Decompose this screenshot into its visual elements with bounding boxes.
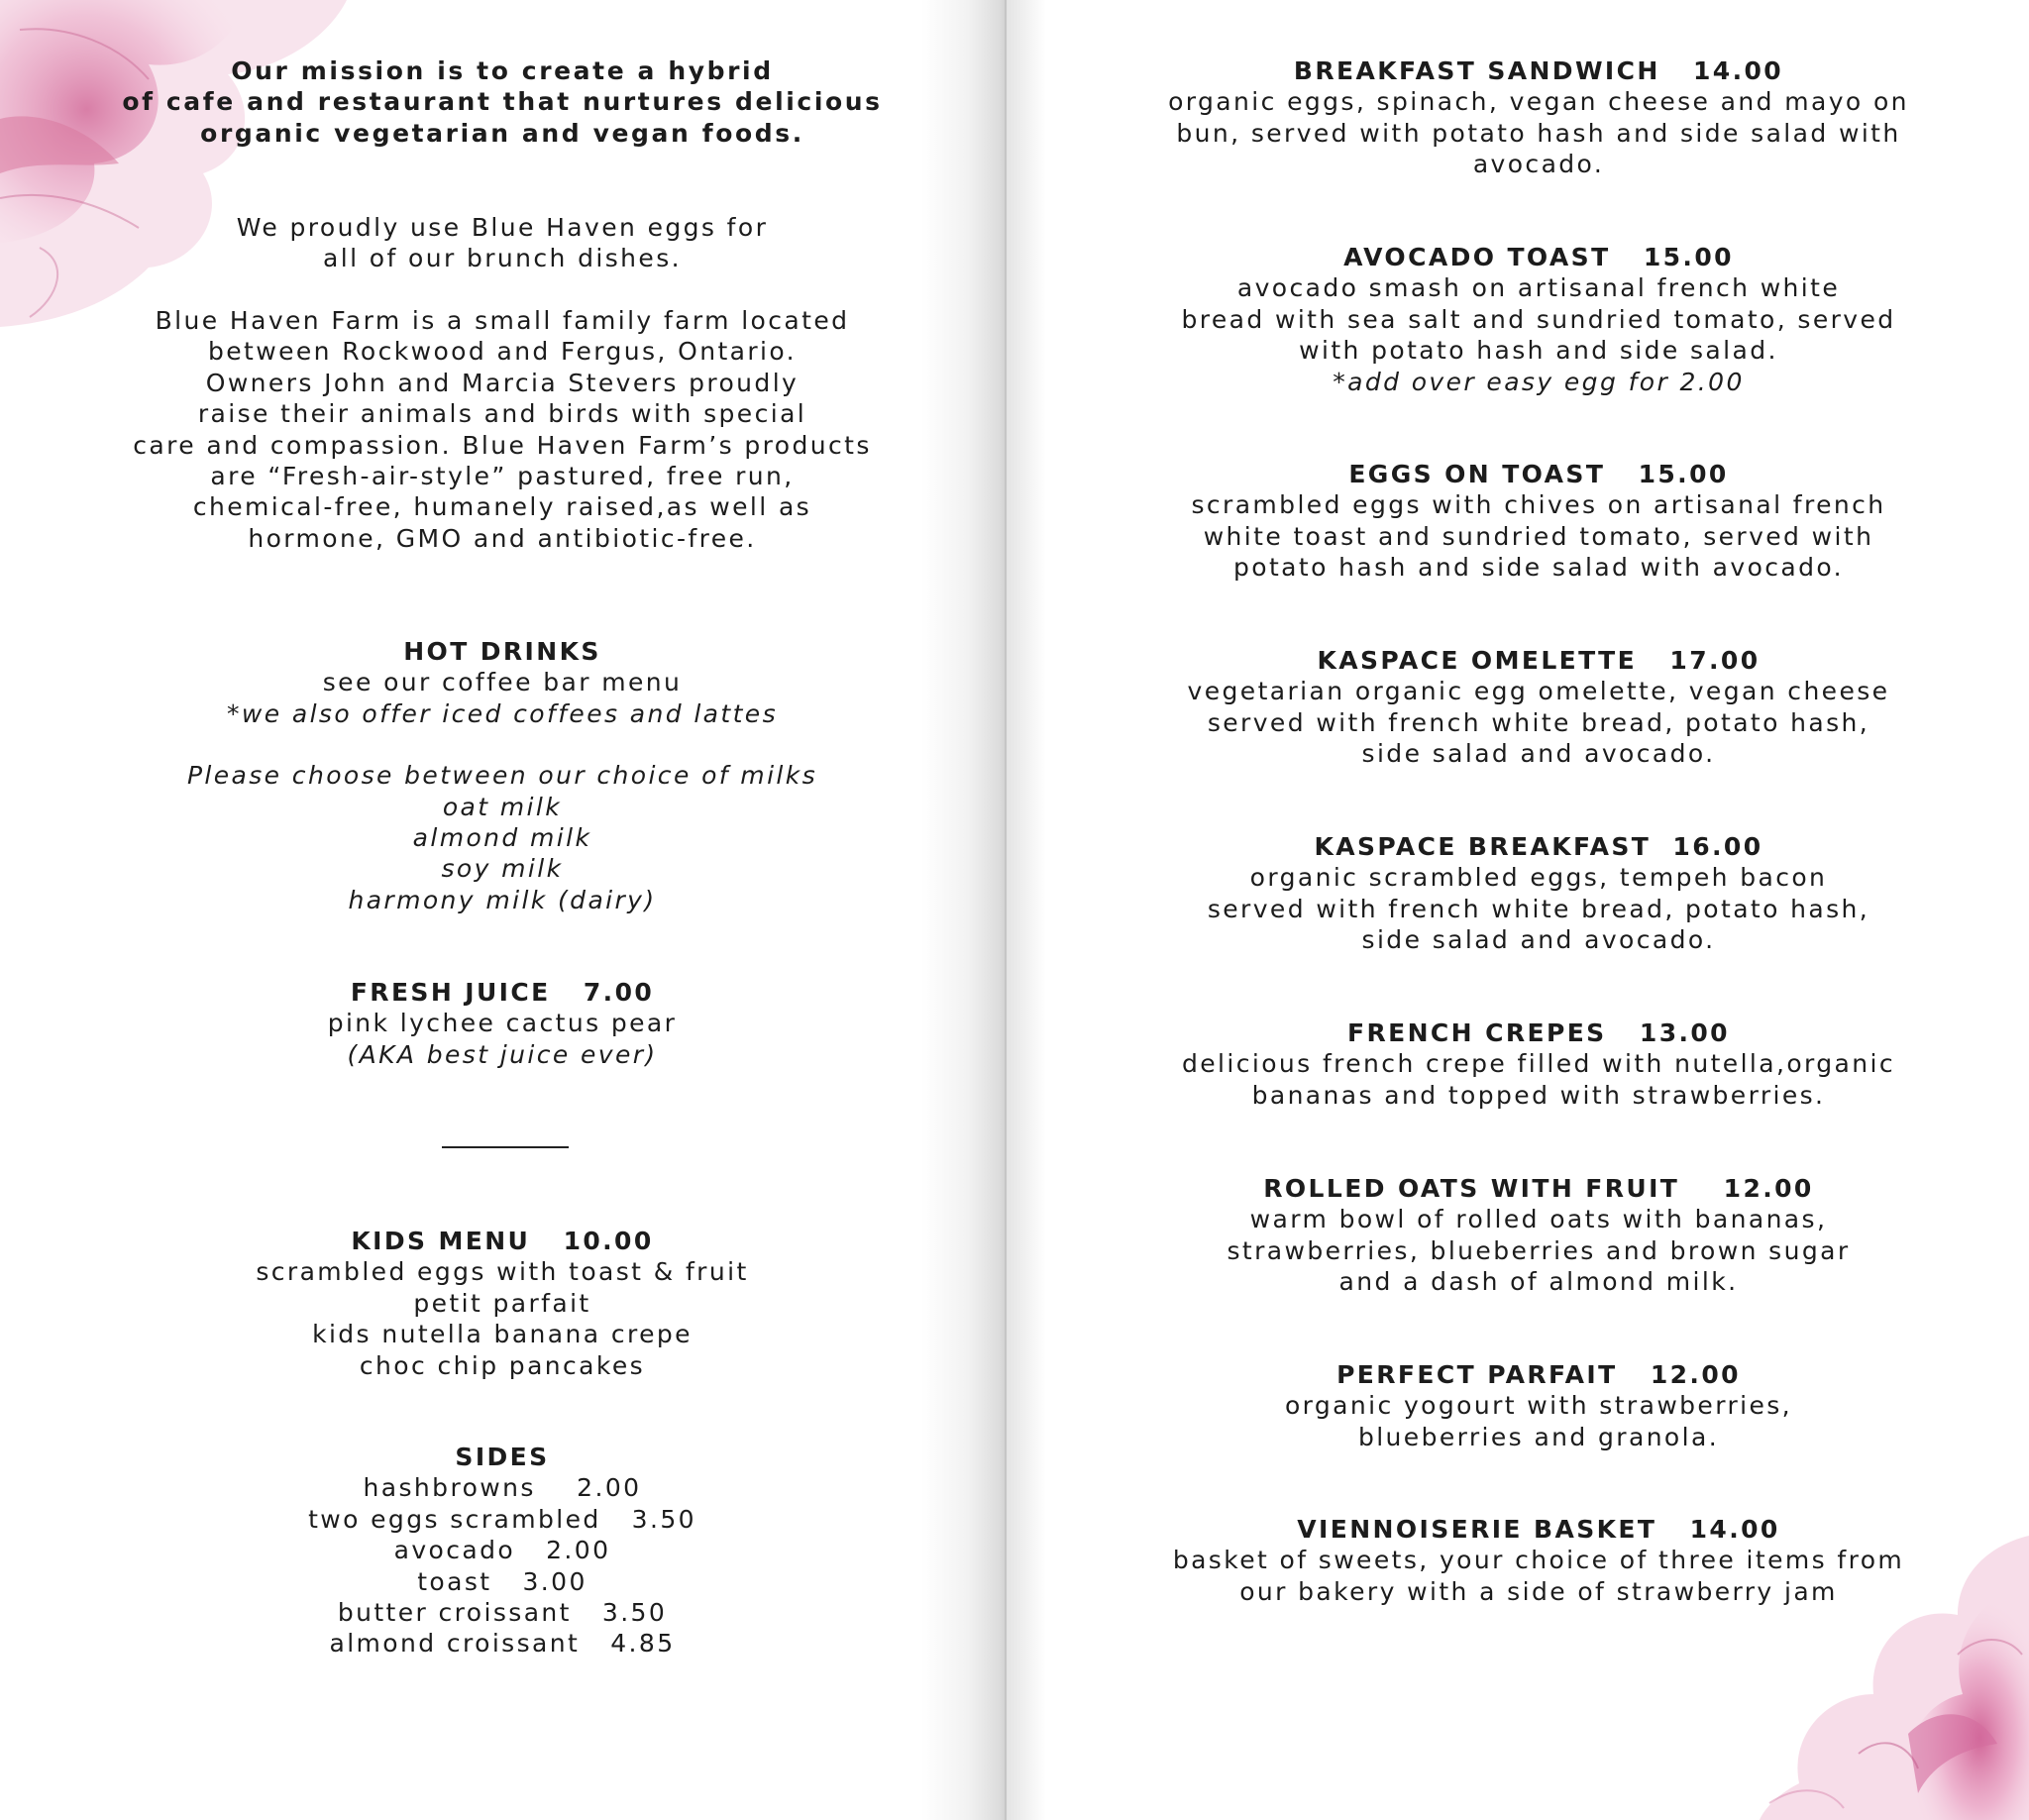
menu-item-desc: avocado.: [1472, 150, 1605, 179]
menu-item-title: BREAKFAST SANDWICH 14.00: [1293, 56, 1784, 85]
menu-item: [1131, 645, 1946, 770]
menu-item: [1131, 1514, 1946, 1607]
side-item: almond croissant 4.85: [329, 1629, 676, 1659]
left-page: [0, 0, 1005, 1820]
farm-line: hormone, GMO and antibiotic-free.: [248, 523, 757, 553]
side-item: hashbrowns 2.00: [363, 1473, 642, 1503]
menu-item: [1131, 831, 1946, 956]
menu-item-desc: served with french white bread, potato hash,: [1207, 707, 1870, 737]
farm-line: chemical-free, humanely raised,as well as: [192, 492, 812, 522]
menu-item-desc: our bakery with a side of strawberry jam: [1239, 1576, 1838, 1606]
menu-item-desc: side salad and avocado.: [1361, 925, 1716, 955]
menu-item-desc: strawberries, blueberries and brown sugar: [1227, 1235, 1851, 1265]
page-gutter-shadow: [921, 0, 1007, 1820]
milk-option: soy milk: [441, 854, 564, 884]
menu-item-title: ROLLED OATS WITH FRUIT 12.00: [1263, 1174, 1814, 1203]
kids-item: scrambled eggs with toast & fruit: [256, 1257, 749, 1287]
hot-drinks-section: [0, 636, 1005, 915]
menu-item: [1131, 1017, 1946, 1111]
farm-line: care and compassion. Blue Haven Farm’s products: [133, 430, 872, 460]
menu-item-desc: served with french white bread, potato hash,: [1207, 894, 1870, 923]
menu-item-title: FRENCH CREPES 13.00: [1347, 1018, 1730, 1047]
farm-line: between Rockwood and Fergus, Ontario.: [208, 337, 797, 367]
kids-item: petit parfait: [413, 1288, 591, 1318]
side-item: two eggs scrambled 3.50: [308, 1504, 696, 1534]
farm-line: Blue Haven Farm is a small family farm located: [155, 306, 850, 335]
section-title: HOT DRINKS: [403, 637, 601, 666]
juice-line: pink lychee cactus pear: [327, 1009, 678, 1038]
left-column: [0, 0, 1005, 1820]
kids-item: choc chip pancakes: [359, 1350, 646, 1380]
right-page-inner-shadow: [1007, 0, 1046, 1820]
milk-intro: Please choose between our choice of milks: [186, 761, 818, 791]
menu-item-desc: basket of sweets, your choice of three items from: [1172, 1546, 1905, 1575]
menu-item-desc: bread with sea salt and sundried tomato, served: [1181, 304, 1896, 334]
menu-item-desc: organic eggs, spinach, vegan cheese and mayo on: [1168, 87, 1909, 117]
menu-item-desc: potato hash and side salad with avocado.: [1232, 553, 1845, 583]
fresh-juice-section: [0, 977, 1005, 1070]
mission-line: Our mission is to create a hybrid: [231, 56, 774, 85]
juice-line: (AKA best juice ever): [347, 1039, 658, 1069]
menu-item-desc: organic scrambled eggs, tempeh bacon: [1249, 863, 1828, 893]
kids-item: kids nutella banana crepe: [312, 1320, 693, 1349]
spacer: [0, 729, 1005, 760]
menu-item-title: EGGS ON TOAST 15.00: [1348, 460, 1729, 488]
menu-item-desc: vegetarian organic egg omelette, vegan cheese: [1187, 677, 1890, 706]
mission-statement: [0, 55, 1005, 149]
farm-line: are “Fresh-air-style” pastured, free run,: [210, 462, 795, 491]
mission-line: organic vegetarian and vegan foods.: [200, 118, 804, 148]
menu-item-desc: scrambled eggs with chives on artisanal french: [1191, 490, 1886, 520]
section-title: SIDES: [455, 1443, 550, 1471]
menu-item-desc: side salad and avocado.: [1361, 739, 1716, 769]
mission-line: of cafe and restaurant that nurtures delicious: [122, 87, 883, 117]
milk-option: almond milk: [412, 823, 592, 853]
right-column: [1131, 0, 1946, 1820]
menu-item-title: AVOCADO TOAST 15.00: [1343, 243, 1734, 271]
kids-menu-section: [0, 1226, 1005, 1381]
menu-item: [1131, 459, 1946, 584]
menu-item-desc: warm bowl of rolled oats with bananas,: [1249, 1205, 1828, 1234]
menu-item-desc: white toast and sundried tomato, served with: [1203, 521, 1874, 551]
eggs-note: [0, 212, 1005, 274]
menu-item-desc: delicious french crepe filled with nutella,organic: [1182, 1049, 1895, 1079]
menu-item-desc: organic yogourt with strawberries,: [1284, 1391, 1793, 1421]
menu-item-title: VIENNOISERIE BASKET 14.00: [1297, 1515, 1780, 1544]
menu-item-title: KASPACE BREAKFAST 16.00: [1314, 832, 1763, 861]
farm-description: [0, 305, 1005, 554]
side-item: toast 3.00: [417, 1566, 587, 1596]
right-page: [1007, 0, 2029, 1820]
menu-item-desc: blueberries and granola.: [1357, 1422, 1720, 1451]
menu-item: [1131, 1173, 1946, 1298]
eggs-note-line: all of our brunch dishes.: [323, 244, 682, 273]
menu-item: [1131, 55, 1946, 180]
section-divider: [442, 1146, 569, 1148]
menu-item-desc: with potato hash and side salad.: [1299, 336, 1778, 366]
farm-line: Owners John and Marcia Stevers proudly: [205, 368, 800, 397]
side-item: avocado 2.00: [393, 1536, 611, 1565]
hot-drinks-line: *we also offer iced coffees and lattes: [226, 698, 779, 728]
sides-section: [0, 1442, 1005, 1659]
menu-item-title: PERFECT PARFAIT 12.00: [1336, 1360, 1741, 1389]
menu-item: [1131, 242, 1946, 397]
farm-line: raise their animals and birds with special: [197, 399, 807, 429]
menu-item-desc: and a dash of almond milk.: [1338, 1267, 1739, 1297]
menu-item: [1131, 1359, 1946, 1452]
eggs-note-line: We proudly use Blue Haven eggs for: [236, 213, 769, 242]
section-title: FRESH JUICE 7.00: [350, 978, 655, 1007]
hot-drinks-line: see our coffee bar menu: [322, 668, 683, 697]
menu-item-desc: avocado smash on artisanal french white: [1236, 273, 1841, 303]
section-title: KIDS MENU 10.00: [351, 1227, 654, 1255]
milk-option: harmony milk (dairy): [348, 885, 657, 914]
menu-item-desc: bananas and topped with strawberries.: [1251, 1080, 1826, 1110]
menu-item-title: KASPACE OMELETTE 17.00: [1317, 646, 1761, 675]
menu-item-desc: bun, served with potato hash and side salad with: [1176, 118, 1901, 148]
side-item: butter croissant 3.50: [337, 1598, 668, 1628]
menu-item-note: *add over easy egg for 2.00: [1333, 367, 1745, 396]
milk-option: oat milk: [442, 792, 563, 821]
